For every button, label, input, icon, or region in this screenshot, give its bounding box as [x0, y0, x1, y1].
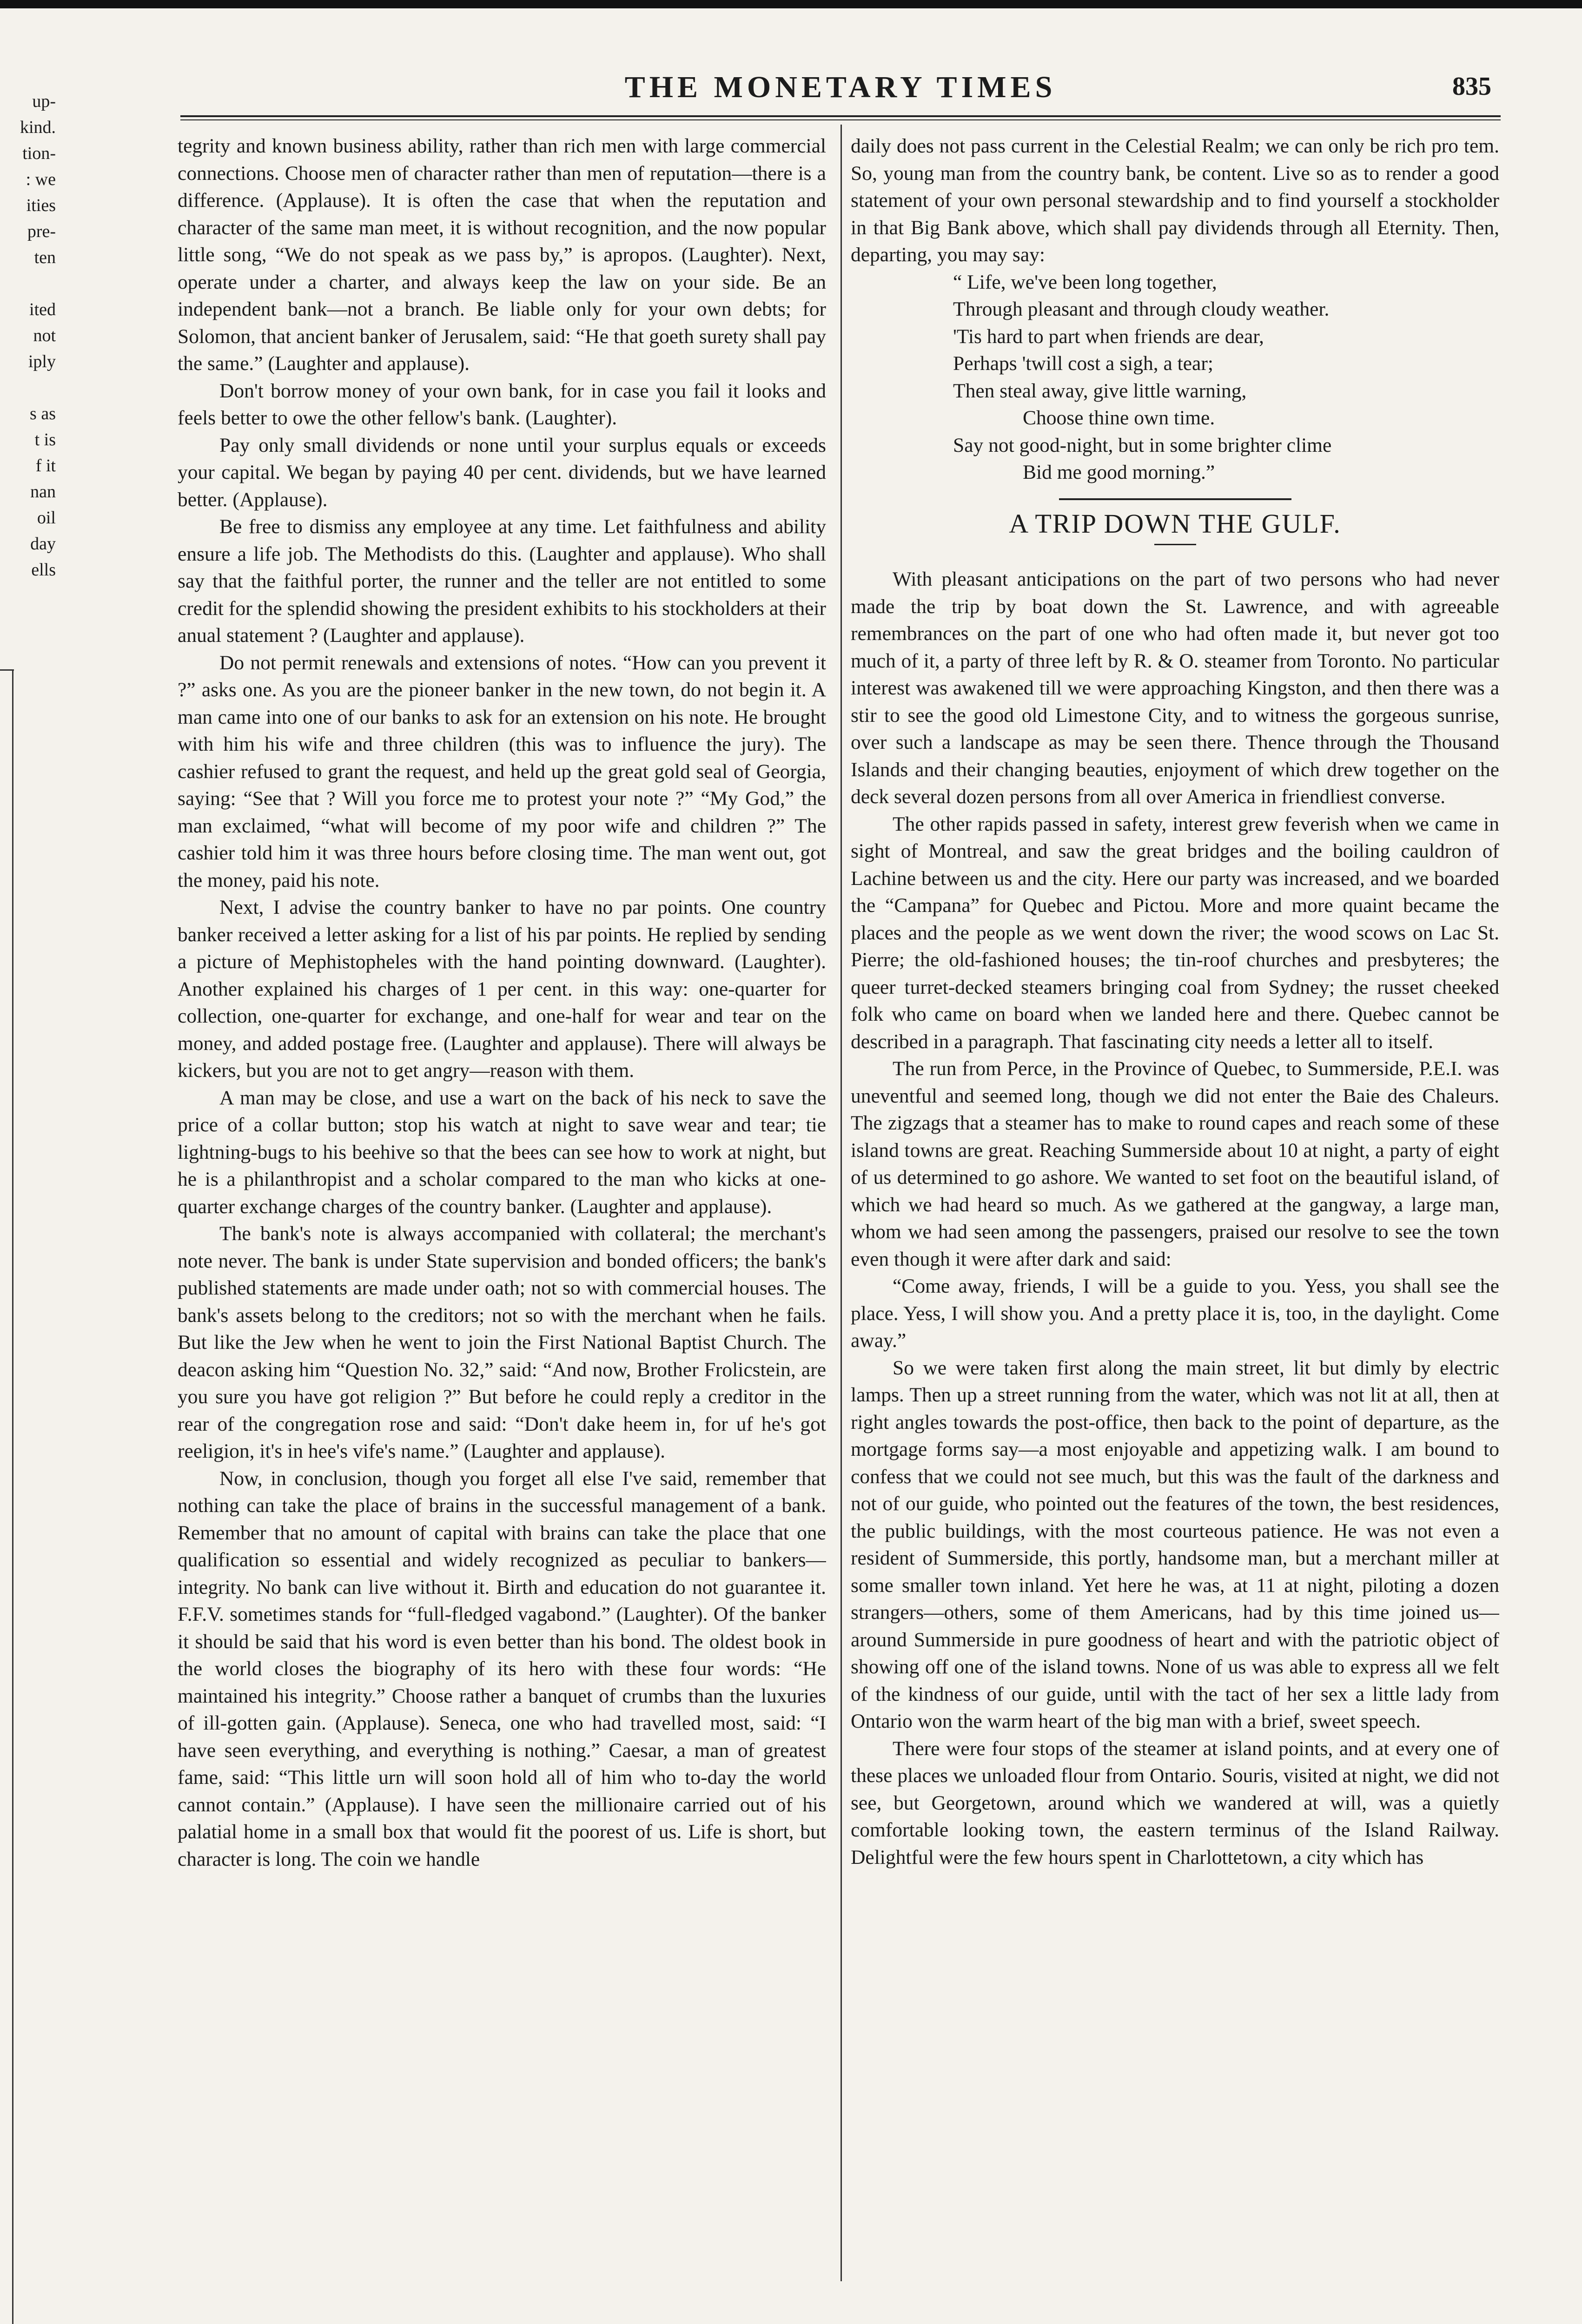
title-rule [1154, 544, 1196, 545]
edge-fragment: kind. [20, 118, 56, 137]
paragraph: The run from Perce, in the Province of Quebec, to Summerside, P.E.I. was uneventful and seemed long, though we did not enter the Baie des Chaleurs. The zigzags that a steamer has to make to round capes and reach some of these island towns are great. Reaching Summerside about 10 at night, a party of eight of us determined to go ashore. We wanted to set foot on the beautiful island, of which we had heard so much. As we gathered at the gangway, a large man, whom we had seen among the passengers, praised our resolve to see the town even though it were after dark and said: [851, 1057, 1499, 1270]
right-column [851, 132, 1499, 2280]
edge-fragment: iply [28, 352, 56, 371]
poem-line: Bid me good morning.” [1023, 461, 1215, 483]
edge-fragment: t is [34, 430, 56, 449]
edge-fragment: oil [37, 508, 56, 528]
paragraph: There were four stops of the steamer at island points, and at every one of these places we unloaded flour from Ontario. Souris, visited at night, we did not see, but Georgetown, around which we wandered at will, was a quietly comfortable looking town, the eastern terminus of the Island Railway. Delightful were the few hours spent in Charlottetown, a city which has [851, 1737, 1499, 1868]
edge-fragment: up- [32, 92, 56, 111]
paragraph: Do not permit renewals and extensions of notes. “How can you prevent it ?” asks one. As you are the pioneer banker in the new town, do not begin it. A man came into one of our banks to ask for an extension on his note. He brought with him his wife and three children (this was to influence the jury). The cashier refused to grant the request, and held up the great gold seal of Georgia, saying: “See that ? Will you force me to protest your note ?” “My God,” the man exclaimed, “what will become of my poor wife and children ?” The cashier told him it was three hours before closing time. The man went out, got the money, paid his note. [178, 651, 826, 891]
paragraph: Pay only small dividends or none until your surplus equals or exceeds your capital. We began by paying 40 per cent. dividends, but we have learned better. (Applause). [178, 434, 826, 511]
edge-fragment: s as [30, 404, 56, 423]
poem-line: Say not good-night, but in some brighter clime [953, 434, 1332, 456]
journal-title: THE MONETARY TIMES [624, 70, 1057, 104]
paragraph: Be free to dismiss any employee at any time. Let faithfulness and ability ensure a life job. The Methodists do this. (Laughter and applause). Who shall say that the faithful porter, the runner and the teller are not entitled to some credit for the splendid showing the president exhibits to his stockholders at their anual statement ? (Laughter and applause). [178, 515, 826, 647]
edge-fragment: : we [26, 170, 56, 189]
adjacent-page-column-rule [12, 669, 13, 2324]
paragraph: With pleasant anticipations on the part of two persons who had never made the trip by boat down the St. Lawrence, and with agreeable remembrances on the part of one who had often made it, but never got too much of it, a party of three left by R. & O. steamer from Toronto. No particular interest was awakened till we were approaching Kingston, and then there was a stir to see the good old Limestone City, and to witness the gorgeous sunrise, over such a landscape as may be seen there. Thence through the Thousand Islands and their changing beauties, enjoyment of which drew together on the deck several dozen persons from all over America in friendliest converse. [851, 568, 1499, 808]
header-rule-thin [180, 119, 1501, 120]
header-rule [180, 115, 1501, 117]
adjacent-page-edge [0, 88, 60, 2324]
poem-line: Choose thine own time. [1023, 407, 1215, 429]
paragraph: So we were taken first along the main street, lit but dimly by electric lamps. Then up a street running from the water, which was not lit at all, then at right angles towards the post-office, then back to the point of departure, as the mortgage forms say—a most enjoyable and appetizing walk. I am bound to confess that we could not see much, but this was the fault of the darkness and not of our guide, who pointed out the features of the town, the best residences, the public buildings, with the most courteous patience. He was not even a resident of Summerside, this portly, handsome man, but a merchant miller at some smaller town inland. Yet here he was, at 11 at night, piloting a dozen strangers—others, some of them Americans, had by this time joined us—around Summerside in pure goodness of heart and with the patriotic object of showing off one of the island towns. None of us was able to express all we felt of the kindness of our guide, until with the tact of her sex a little lady from Ontario won the warm heart of the big man with a brief, sweet speech. [851, 1356, 1499, 1732]
poem-line: Then steal away, give little warning, [953, 379, 1247, 402]
paragraph: A man may be close, and use a wart on the back of his neck to save the price of a collar button; stop his watch at night to save wear and tear; tie lightning-bugs to his beehive so that the bees can see how to work at night, but he is a philanthropist and a scholar compared to the man who kicks at one-quarter exchange charges of the country banker. (Laughter and applause). [178, 1086, 826, 1218]
paragraph: Next, I advise the country banker to have no par points. One country banker received a letter asking for a list of his par points. He replied by sending a picture of Mephistopheles with the hand pointing downward. (Laughter). Another explained his charges of 1 per cent. in this way: one-quarter for collection, one-quarter for exchange, and one-half for wear and tear on the money, and added postage free. (Laughter and applause). There will always be kickers, but you are not to get angry—reason with them. [178, 896, 826, 1082]
edge-fragment: ities [26, 196, 56, 215]
edge-fragment: nan [30, 482, 56, 502]
paragraph: Now, in conclusion, though you forget all else I've said, remember that nothing can take the place of brains in the successful management of a bank. Remember that no amount of capital with brains can take the place that one qualification so essential and widely recognized as peculiar to bankers—integrity. No bank can live without it. Birth and education do not guarantee it. F.F.V. sometimes stands for “full-fledged vagabond.” (Laughter). Of the banker it should be said that his word is even better than his bond. The oldest book in the world closes the biography of its hero with these four words: “He maintained his integrity.” Choose rather a banquet of crumbs than the luxuries of ill-gotten gain. (Applause). Seneca, one who had travelled most, said: “I have seen everything, and everything is nothing.” Caesar, a man of greatest fame, said: “This little urn will soon hold all of him who to-day the world cannot contain.” (Applause). I have seen the millionaire carried out of his palatial home in a small box that would fit the poorest of us. Life is short, but character is long. The coin we handle [178, 1467, 826, 1870]
paragraph: daily does not pass current in the Celestial Realm; we can only be rich pro tem. So, young man from the country bank, be content. Live so as to render a good statement of your own personal stewardship and to find yourself a stockholder in that Big Bank above, which shall pay dividends through all Eternity. Then, departing, you may say: [851, 135, 1499, 266]
edge-fragment: ells [31, 560, 56, 580]
poem [953, 269, 1499, 486]
paragraph: The other rapids passed in safety, interest grew feverish when we came in sight of Montreal, and saw the great bridges and the boiling cauldron of Lachine between us and the city. Here our party was increased, and we boarded the “Campana” for Quebec and Pictou. More and more quaint became the places and the people as we went down the river; the wood scows on Lac St. Pierre; the old-fashioned houses; the tin-roof churches and presbyteres; the queer turret-decked steamers bringing coal from Sydney; the russet cheeked folk who came on board when we landed here and there. Quebec cannot be described in a paragraph. That fascinating city needs a letter all to itself. [851, 812, 1499, 1053]
edge-fragment [0, 271, 56, 297]
poem-line: Perhaps 'twill cost a sigh, a tear; [953, 352, 1213, 375]
edge-fragment: f it [35, 456, 56, 475]
section-rule [1059, 498, 1291, 500]
paragraph: tegrity and known business ability, rather than rich men with large commercial connections. Choose men of character rather than men of reputation—there is a difference. (Applause). It is often the case that when the reputation and character of the same man meet, it is without recognition, and the now popular little song, “We do not speak as we pass by,” is apropos. (Laughter). Next, operate under a charter, and always keep the law on your side. Be an independent bank—not a branch. Be liable only for your own debts; for Solomon, that ancient banker of Jerusalem, said: “He that goeth surety shall pay the same.” (Laughter and applause). [178, 135, 826, 375]
edge-fragment: not [33, 326, 56, 345]
edge-fragment: tion- [22, 144, 56, 163]
column-divider [841, 125, 842, 2281]
left-column [178, 132, 826, 2280]
page-header [180, 70, 1501, 121]
edge-fragment: ited [29, 300, 56, 319]
edge-fragment: day [30, 534, 56, 554]
poem-line: “ Life, we've been long together, [953, 271, 1217, 293]
top-border [0, 0, 1582, 8]
poem-line: Through pleasant and through cloudy weather. [953, 298, 1330, 320]
edge-fragment: pre- [27, 222, 56, 241]
paragraph: Don't borrow money of your own bank, for in case you fail it looks and feels better to owe the other fellow's bank. (Laughter). [178, 379, 826, 429]
page-number: 835 [1452, 72, 1491, 101]
poem-line: 'Tis hard to part when friends are dear, [953, 325, 1264, 348]
article-title: A TRIP DOWN THE GULF. [1009, 508, 1341, 539]
paragraph: “Come away, friends, I will be a guide to you. Yess, you shall see the place. Yess, I will show you. And a pretty place it is, too, in the daylight. Come away.” [851, 1275, 1499, 1352]
edge-fragment [0, 375, 56, 401]
paragraph: The bank's note is always accompanied with collateral; the merchant's note never. The bank is under State supervision and bonded officers; the bank's published statements are made under oath; not so with commercial houses. The bank's assets belong to the creditors; not so with the merchant when he fails. But like the Jew when he went to join the First National Baptist Church. The deacon asking him “Question No. 32,” said: “And now, Brother Frolicstein, are you sure you have got religion ?” But before he could reply a creditor in the rear of the congregation rose and said: “Don't dake heem in, for uf he's got reeligion, it's in hee's vife's name.” (Laughter and applause). [178, 1222, 826, 1462]
edge-fragment: ten [34, 248, 56, 267]
